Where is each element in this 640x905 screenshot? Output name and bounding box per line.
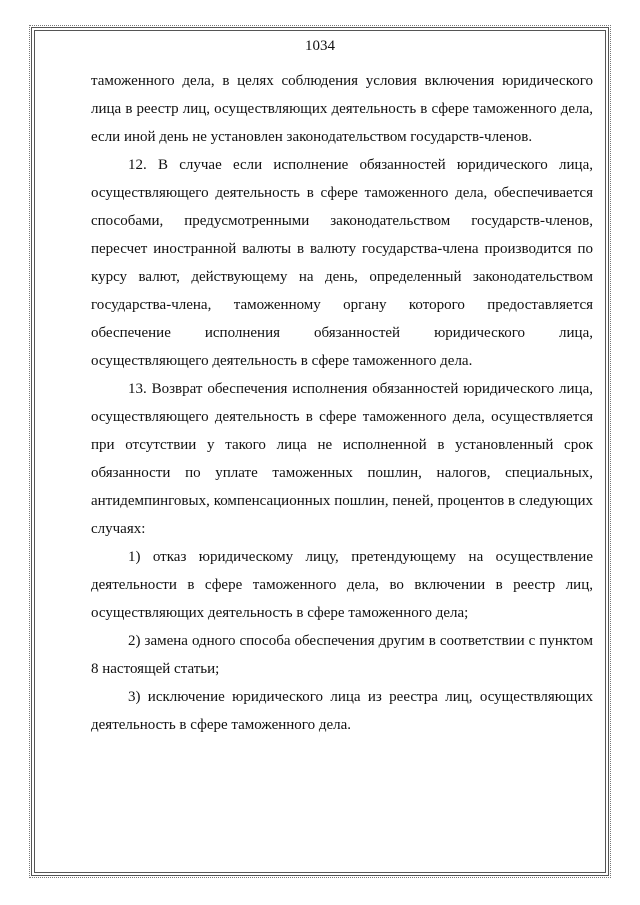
paragraph-subitem-1: 1) отказ юридическому лицу, претендующему на осуществление деятельности в сфере таможенного дела, во включении в реестр лиц, осуществляющих деятельность в сфере таможенного дела; — [91, 549, 593, 621]
paragraph-item-12: 12. В случае если исполнение обязанностей юридического лица, осуществляющего деятельность в сфере таможенного дела, обеспечивается способами, предусмотренными законодательством государств-членов, пересчет иностранной валюты в валюту государства-члена производится по курсу валют, действующему на день, определенный законодательством государства-члена, таможенному органу которого предоставляется обеспечение исполнения обязанностей юридического лица, осуществляющего деятельность в сфере таможенного дела. — [91, 157, 593, 369]
paragraph-item-13: 13. Возврат обеспечения исполнения обязанностей юридического лица, осуществляющего деятельность в сфере таможенного дела, осуществляется при отсутствии у такого лица не исполненной в установленный срок обязанности по уплате таможенных пошлин, налогов, специальных, антидемпинговых, компенсационных пошлин, пеней, процентов в следующих случаях: — [91, 381, 593, 537]
paragraph-subitem-2: 2) замена одного способа обеспечения другим в соответствии с пунктом 8 настоящей статьи; — [91, 633, 593, 677]
page-number: 1034 — [305, 38, 335, 54]
document-body — [91, 67, 593, 739]
paragraph-subitem-3: 3) исключение юридического лица из реестра лиц, осуществляющих деятельность в сфере таможенного дела. — [91, 689, 593, 733]
paragraph-continuation: таможенного дела, в целях соблюдения условия включения юридического лица в реестр лиц, осуществляющих деятельность в сфере таможенного дела, если иной день не установлен законодательством государств-членов. — [91, 73, 593, 145]
